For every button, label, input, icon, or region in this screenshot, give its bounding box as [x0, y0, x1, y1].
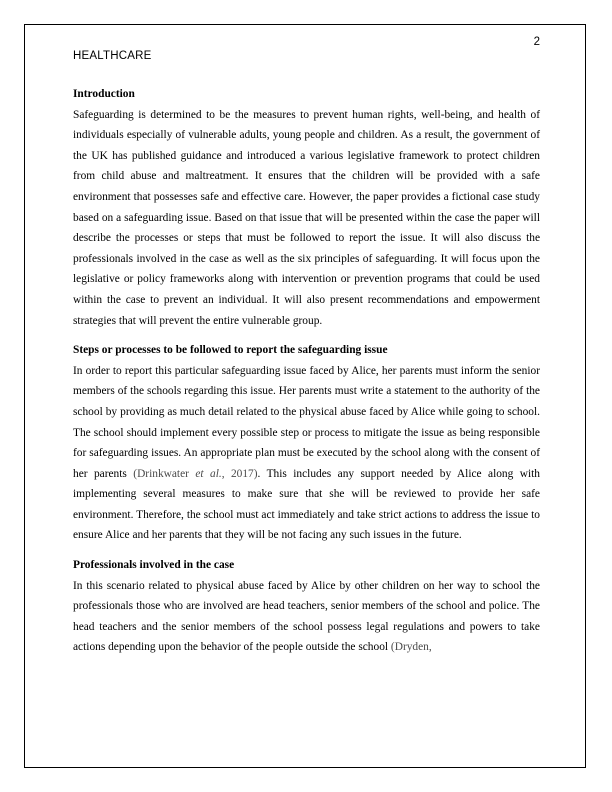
- paragraph-introduction: Safeguarding is determined to be the measures to prevent human rights, well-being, and health of individuals especially of vulnerable adults, young people and children. As a result, the government of the UK has published guidance and introduced a various legislative framework to protect children from child abuse and maltreatment. It ensures that the children will be provided with a safe environment that possesses safe and effective care. However, the paper provides a fictional case study based on a safeguarding issue. Based on that issue that will be presented within the case the paper will describe the processes or steps that must be followed to report the issue. It will also discuss the professionals involved in the case as well as the six principles of safeguarding. It will focus upon the legislative or policy frameworks along with intervention or prevention programs that could be used within the case to prevent an individual. It will also present recommendations and empowerment strategies that will prevent the entire vulnerable group.: [73, 108, 540, 327]
- paragraph-steps-text-1: In order to report this particular safeguarding issue faced by Alice, her parents must inform the senior members of the schools regarding this issue. Her parents must write a statement to the authority of the school by providing as much detail related to the physical abuse faced by Alice while going to school. The school should implement every possible step or process to mitigate the issue as being responsible for safeguarding issues. An appropriate plan must be executed by the school along with the consent of her parents: [73, 364, 540, 480]
- paragraph-professionals: [73, 576, 540, 658]
- document-body: [73, 84, 540, 667]
- paragraph-steps-text-2: . This includes any support needed by Alice along with implementing several measures to make sure that she will be reviewed to provide her safe environment. Therefore, the school must act immediately and take strict actions to address the issue to ensure Alice and her parents that they will be not facing any such issues in the future.: [73, 467, 540, 542]
- citation-drinkwater: [133, 468, 257, 480]
- paragraph-professionals-text: In this scenario related to physical abuse faced by Alice by other children on her way to school the professionals those who are involved are head teachers, senior members of the school and police. The head teachers and the senior members of the school possess legal regulations and powers to take actions depending upon the behavior of the people outside the school: [73, 579, 540, 654]
- section-heading-introduction: Introduction: [73, 88, 135, 100]
- citation-etal: et al.: [195, 467, 222, 480]
- citation-author: (Drinkwater: [133, 467, 196, 480]
- running-head: HEALTHCARE: [73, 50, 152, 62]
- paragraph-steps: [73, 361, 540, 546]
- section-heading-professionals: Professionals involved in the case: [73, 559, 235, 572]
- citation-year: , 2017): [221, 467, 258, 480]
- page-number: 2: [533, 36, 540, 48]
- section-heading-steps: Steps or processes to be followed to report the safeguarding issue: [73, 344, 388, 357]
- citation-dryden: (Dryden,: [390, 641, 432, 654]
